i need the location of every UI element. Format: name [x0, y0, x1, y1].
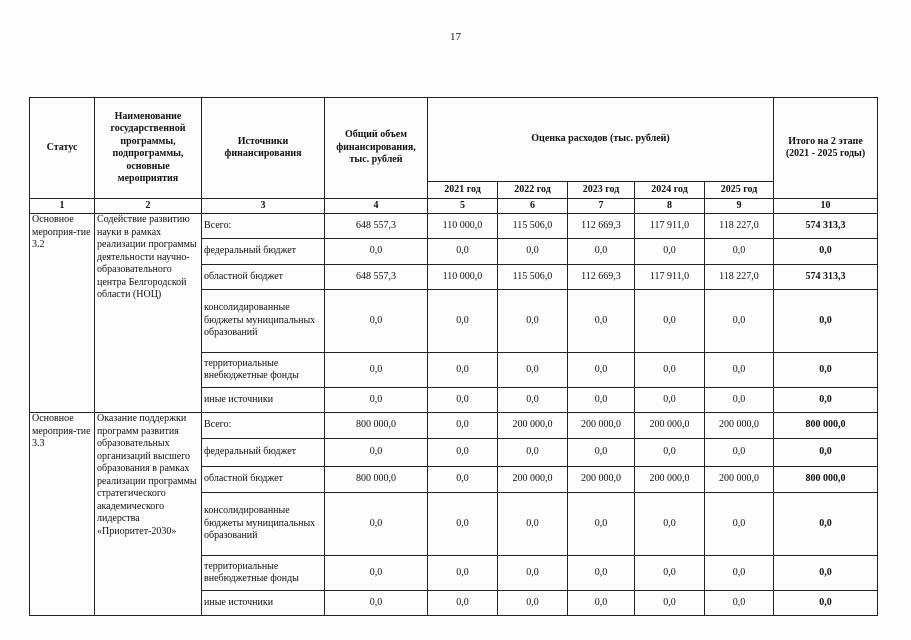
year-value-cell: 200 000,0: [568, 467, 635, 493]
year-value-cell: 115 506,0: [498, 214, 568, 239]
funding-source-cell: консолидированные бюджеты муниципальных образований: [202, 493, 325, 556]
total-volume-cell: 0,0: [325, 439, 428, 467]
year-value-cell: 200 000,0: [498, 413, 568, 439]
column-number: 3: [202, 199, 325, 214]
year-value-cell: 0,0: [428, 353, 498, 388]
column-number: 7: [568, 199, 635, 214]
year-value-cell: 0,0: [635, 439, 705, 467]
funding-source-cell: федеральный бюджет: [202, 439, 325, 467]
year-value-cell: 0,0: [498, 239, 568, 265]
header-year: 2024 год: [635, 182, 705, 199]
total-volume-cell: 800 000,0: [325, 413, 428, 439]
funding-source-cell: иные источники: [202, 591, 325, 616]
column-number: 2: [95, 199, 202, 214]
funding-source-cell: консолидированные бюджеты муниципальных образований: [202, 290, 325, 353]
funding-source-cell: федеральный бюджет: [202, 239, 325, 265]
column-number: 8: [635, 199, 705, 214]
year-value-cell: 0,0: [498, 353, 568, 388]
stage-total-cell: 0,0: [774, 239, 878, 265]
year-value-cell: 0,0: [705, 239, 774, 265]
funding-source-cell: областной бюджет: [202, 467, 325, 493]
year-value-cell: 118 227,0: [705, 265, 774, 290]
year-value-cell: 117 911,0: [635, 214, 705, 239]
year-value-cell: 110 000,0: [428, 265, 498, 290]
header-program-name: Наименование государственной программы, подпрограммы, основные мероприятия: [95, 98, 202, 199]
stage-total-cell: 0,0: [774, 556, 878, 591]
year-value-cell: 112 669,3: [568, 265, 635, 290]
stage-total-cell: 0,0: [774, 493, 878, 556]
column-number: 6: [498, 199, 568, 214]
year-value-cell: 0,0: [498, 493, 568, 556]
funding-source-cell: областной бюджет: [202, 265, 325, 290]
status-cell: Основное мероприя-тие 3.3: [30, 413, 95, 616]
year-value-cell: 0,0: [705, 556, 774, 591]
stage-total-cell: 0,0: [774, 591, 878, 616]
stage-total-cell: 0,0: [774, 388, 878, 413]
page-number: 17: [450, 31, 461, 43]
header-expense-estimate: Оценка расходов (тыс. рублей): [428, 98, 774, 182]
stage-total-cell: 800 000,0: [774, 413, 878, 439]
header-year: 2021 год: [428, 182, 498, 199]
year-value-cell: 0,0: [568, 556, 635, 591]
header-year: 2023 год: [568, 182, 635, 199]
funding-source-cell: иные источники: [202, 388, 325, 413]
column-number: 9: [705, 199, 774, 214]
total-volume-cell: 0,0: [325, 493, 428, 556]
funding-source-cell: территориальные внебюджетные фонды: [202, 556, 325, 591]
year-value-cell: 0,0: [705, 290, 774, 353]
stage-total-cell: 574 313,3: [774, 265, 878, 290]
column-number: 4: [325, 199, 428, 214]
year-value-cell: 0,0: [568, 290, 635, 353]
year-value-cell: 0,0: [428, 493, 498, 556]
table-row: [30, 413, 878, 439]
year-value-cell: 0,0: [568, 493, 635, 556]
financing-table: [29, 97, 878, 616]
total-volume-cell: 0,0: [325, 239, 428, 265]
total-volume-cell: 800 000,0: [325, 467, 428, 493]
column-number: 1: [30, 199, 95, 214]
year-value-cell: 0,0: [705, 493, 774, 556]
stage-total-cell: 0,0: [774, 439, 878, 467]
year-value-cell: 0,0: [635, 556, 705, 591]
stage-total-cell: 574 313,3: [774, 214, 878, 239]
year-value-cell: 0,0: [568, 388, 635, 413]
header-status: Статус: [30, 98, 95, 199]
year-value-cell: 0,0: [428, 413, 498, 439]
year-value-cell: 0,0: [705, 353, 774, 388]
status-cell: Основное мероприя-тие 3.2: [30, 214, 95, 413]
column-number: 10: [774, 199, 878, 214]
year-value-cell: 0,0: [498, 388, 568, 413]
year-value-cell: 0,0: [568, 591, 635, 616]
total-volume-cell: 0,0: [325, 290, 428, 353]
total-volume-cell: 0,0: [325, 556, 428, 591]
year-value-cell: 0,0: [705, 388, 774, 413]
year-value-cell: 0,0: [568, 353, 635, 388]
year-value-cell: 112 669,3: [568, 214, 635, 239]
year-value-cell: 0,0: [428, 388, 498, 413]
funding-source-cell: Всего:: [202, 413, 325, 439]
year-value-cell: 110 000,0: [428, 214, 498, 239]
funding-source-cell: Всего:: [202, 214, 325, 239]
year-value-cell: 0,0: [635, 493, 705, 556]
header-sources: Источники финансирования: [202, 98, 325, 199]
year-value-cell: 200 000,0: [635, 413, 705, 439]
year-value-cell: 200 000,0: [705, 467, 774, 493]
year-value-cell: 200 000,0: [568, 413, 635, 439]
year-value-cell: 200 000,0: [498, 467, 568, 493]
year-value-cell: 115 506,0: [498, 265, 568, 290]
column-number-row: [30, 199, 878, 214]
total-volume-cell: 648 557,3: [325, 214, 428, 239]
program-name-cell: Оказание поддержки программ развития образовательных организаций высшего образования в рамках реализации программы стратегического академического лидерства «Приоритет-2030»: [95, 413, 202, 616]
header-stage-total: Итого на 2 этапе (2021 - 2025 годы): [774, 98, 878, 199]
year-value-cell: 0,0: [568, 439, 635, 467]
year-value-cell: 0,0: [428, 290, 498, 353]
year-value-cell: 117 911,0: [635, 265, 705, 290]
table-row: [30, 214, 878, 239]
year-value-cell: 0,0: [428, 556, 498, 591]
stage-total-cell: 0,0: [774, 353, 878, 388]
header-year: 2025 год: [705, 182, 774, 199]
year-value-cell: 0,0: [428, 467, 498, 493]
year-value-cell: 0,0: [498, 556, 568, 591]
year-value-cell: 0,0: [498, 439, 568, 467]
year-value-cell: 200 000,0: [635, 467, 705, 493]
year-value-cell: 0,0: [635, 239, 705, 265]
year-value-cell: 200 000,0: [705, 413, 774, 439]
total-volume-cell: 0,0: [325, 591, 428, 616]
column-number: 5: [428, 199, 498, 214]
funding-source-cell: территориальные внебюджетные фонды: [202, 353, 325, 388]
year-value-cell: 0,0: [705, 439, 774, 467]
year-value-cell: 0,0: [428, 239, 498, 265]
total-volume-cell: 648 557,3: [325, 265, 428, 290]
header-year: 2022 год: [498, 182, 568, 199]
stage-total-cell: 0,0: [774, 290, 878, 353]
year-value-cell: 0,0: [428, 591, 498, 616]
year-value-cell: 0,0: [498, 290, 568, 353]
total-volume-cell: 0,0: [325, 388, 428, 413]
year-value-cell: 0,0: [635, 591, 705, 616]
total-volume-cell: 0,0: [325, 353, 428, 388]
year-value-cell: 0,0: [705, 591, 774, 616]
year-value-cell: 0,0: [428, 439, 498, 467]
year-value-cell: 118 227,0: [705, 214, 774, 239]
year-value-cell: 0,0: [635, 290, 705, 353]
year-value-cell: 0,0: [498, 591, 568, 616]
header-total-volume: Общий объем финансирования, тыс. рублей: [325, 98, 428, 199]
year-value-cell: 0,0: [635, 353, 705, 388]
year-value-cell: 0,0: [635, 388, 705, 413]
year-value-cell: 0,0: [568, 239, 635, 265]
program-name-cell: Содействие развитию науки в рамках реализации программы деятельности научно-образовательного центра Белгородской области (НОЦ): [95, 214, 202, 413]
stage-total-cell: 800 000,0: [774, 467, 878, 493]
